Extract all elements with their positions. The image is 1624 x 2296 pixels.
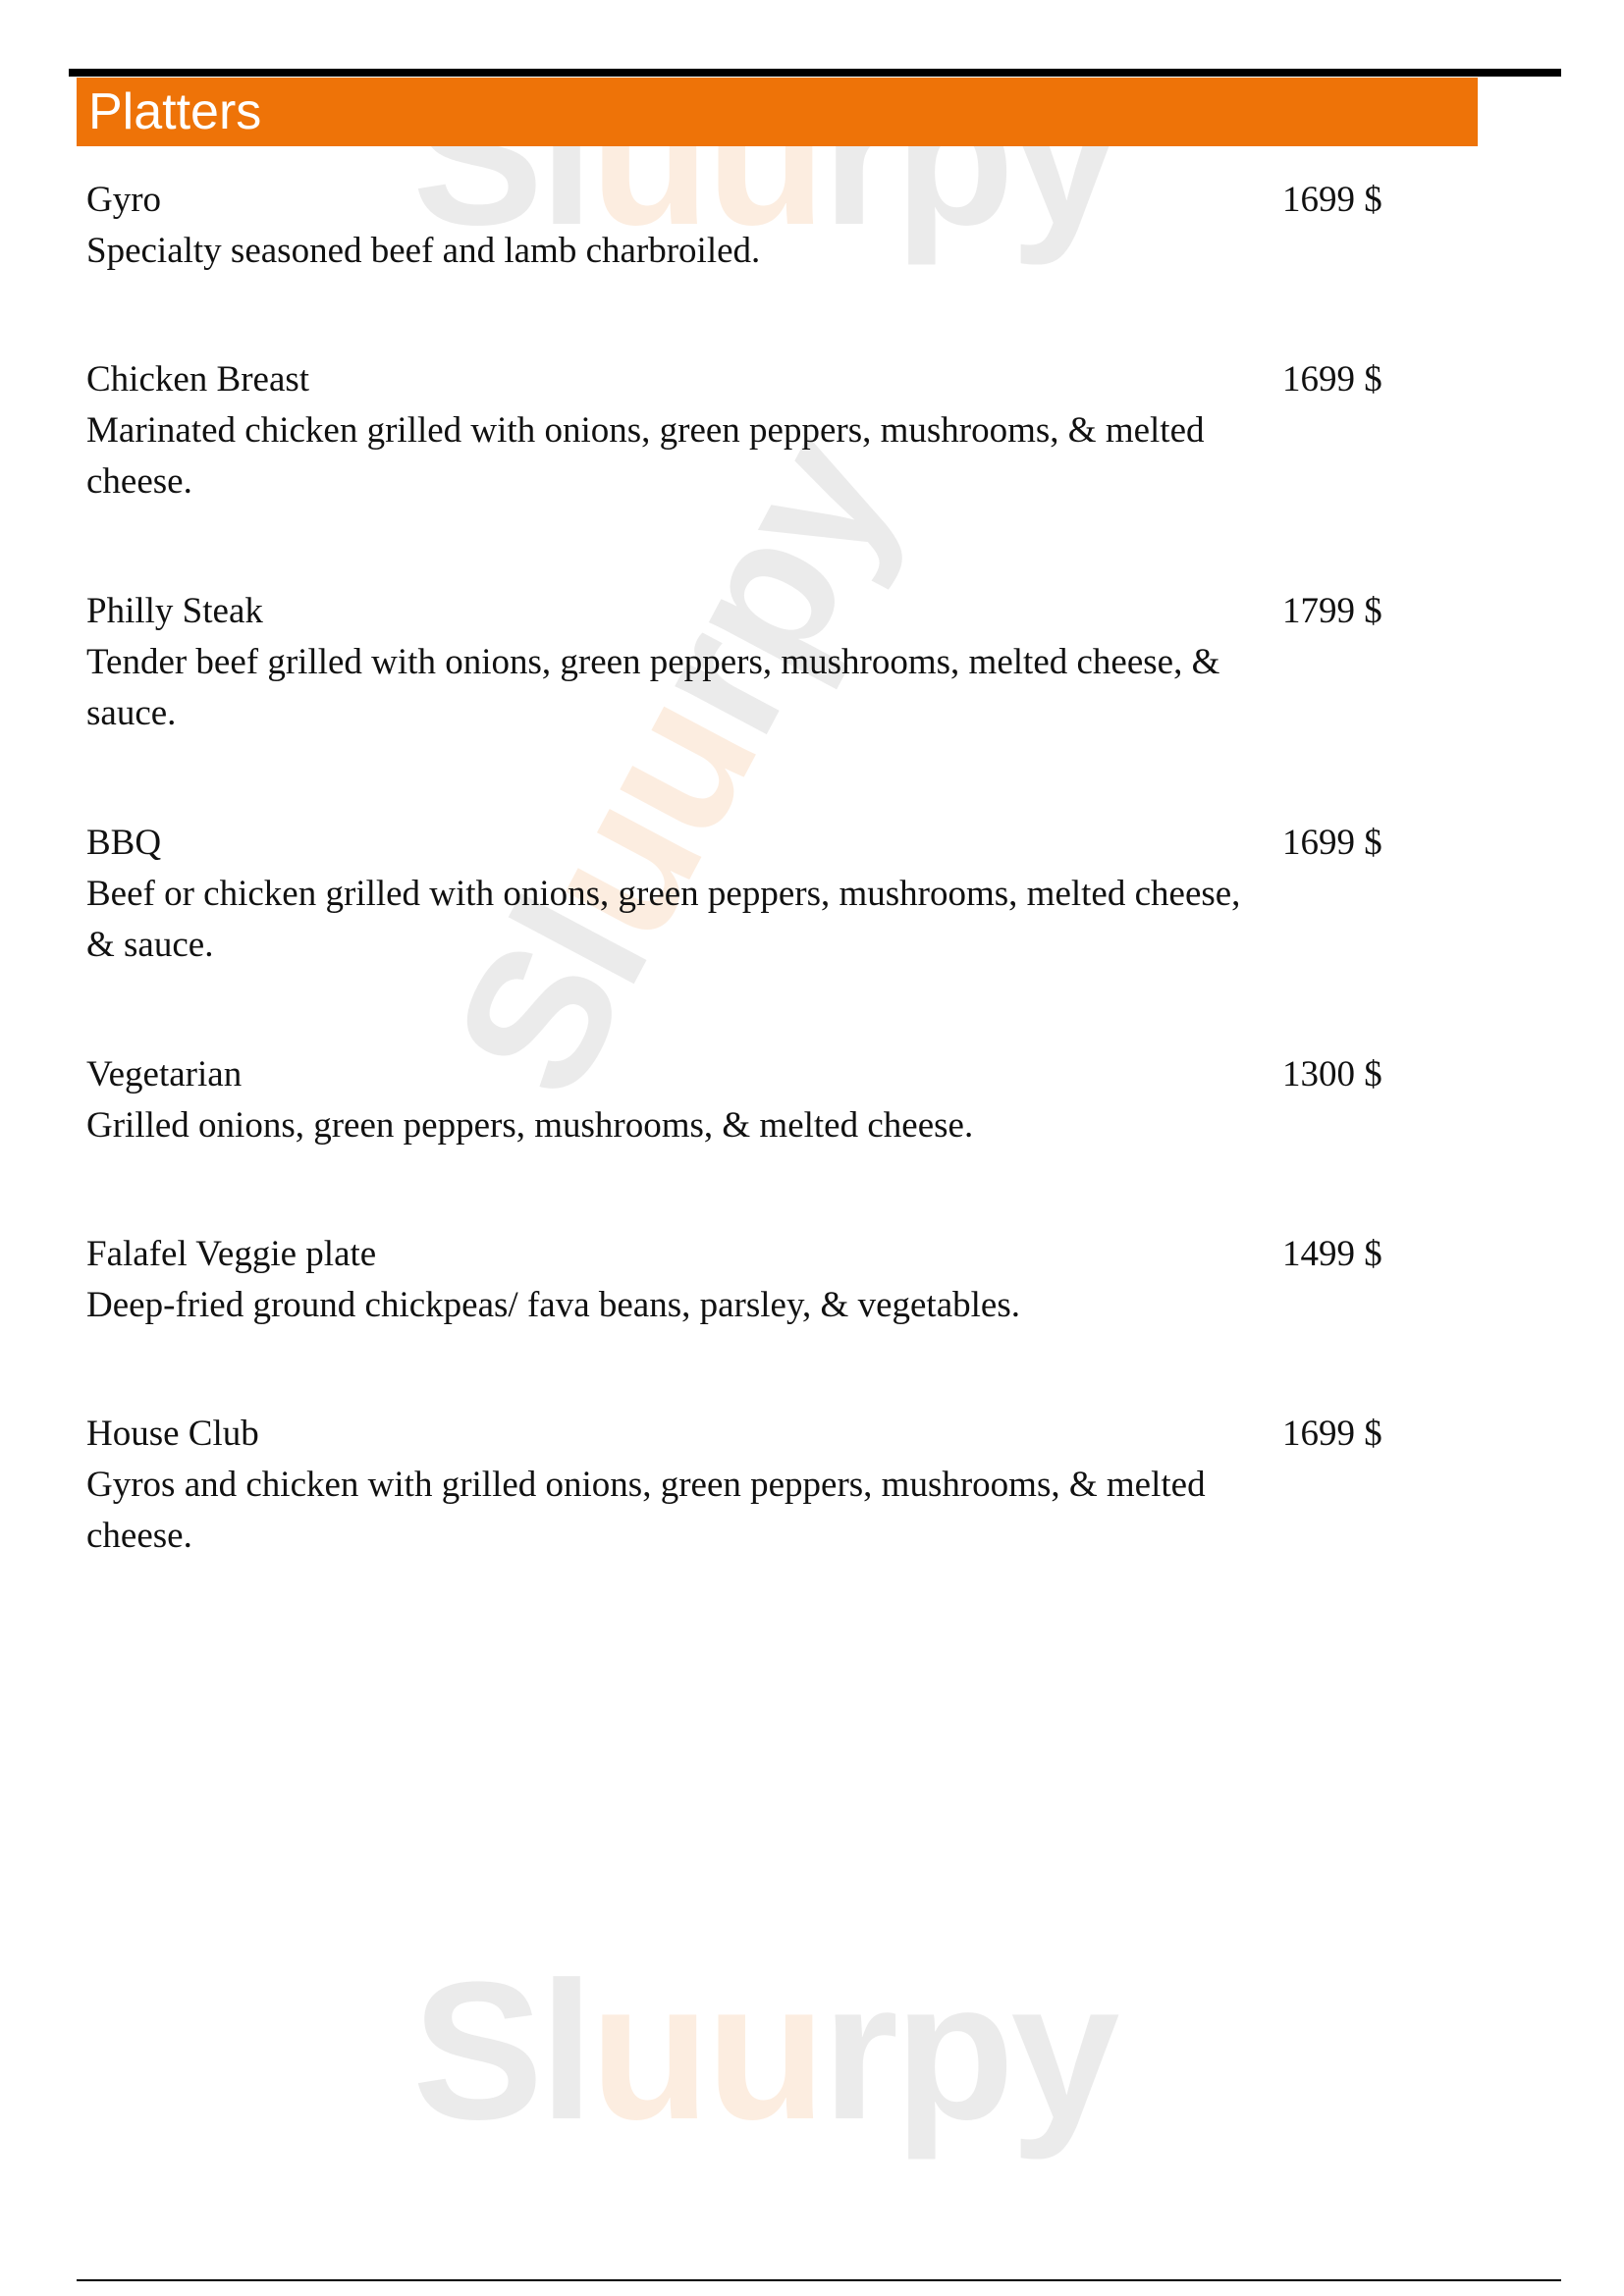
- item-name: Falafel Veggie plate: [86, 1234, 377, 1274]
- item-name: Vegetarian: [86, 1054, 243, 1095]
- menu-item: [86, 1229, 1422, 1409]
- watermark-logo-bottom: Sluurpy: [412, 1942, 1116, 2161]
- section-title: Platters: [88, 83, 262, 140]
- item-price: 1699 $: [1282, 359, 1382, 400]
- item-price: 1699 $: [1282, 1414, 1382, 1454]
- item-description: Beef or chicken grilled with onions, green peppers, mushrooms, melted cheese, & sauce.: [86, 874, 1241, 965]
- item-name: Philly Steak: [86, 591, 263, 631]
- watermark-logo-top: Sluurpy: [412, 47, 1116, 266]
- item-name: BBQ: [86, 823, 162, 863]
- item-price: 1300 $: [1282, 1054, 1382, 1095]
- item-name: House Club: [86, 1414, 259, 1454]
- item-price: 1799 $: [1282, 591, 1382, 631]
- item-description: Specialty seasoned beef and lamb charbroiled.: [86, 231, 761, 271]
- bottom-rule: [77, 2279, 1561, 2281]
- menu-items: [86, 175, 1422, 1588]
- section-header: [77, 78, 1478, 146]
- item-price: 1699 $: [1282, 823, 1382, 863]
- watermark-logo-middle: Sluurpy: [411, 403, 936, 1129]
- item-description: Marinated chicken grilled with onions, green peppers, mushrooms, & melted cheese.: [86, 410, 1205, 502]
- menu-item: [86, 818, 1422, 1049]
- menu-item: [86, 1049, 1422, 1229]
- top-rule: [69, 69, 1561, 77]
- menu-item: [86, 586, 1422, 818]
- item-description: Gyros and chicken with grilled onions, green peppers, mushrooms, & melted cheese.: [86, 1465, 1206, 1556]
- item-description: Deep-fried ground chickpeas/ fava beans, parsley, & vegetables.: [86, 1285, 1020, 1325]
- menu-item: [86, 1409, 1422, 1588]
- item-price: 1699 $: [1282, 180, 1382, 220]
- item-description: Tender beef grilled with onions, green peppers, mushrooms, melted cheese, & sauce.: [86, 642, 1220, 733]
- item-name: Gyro: [86, 180, 162, 220]
- item-price: 1499 $: [1282, 1234, 1382, 1274]
- menu-item: [86, 354, 1422, 586]
- item-name: Chicken Breast: [86, 359, 310, 400]
- item-description: Grilled onions, green peppers, mushrooms, & melted cheese.: [86, 1105, 974, 1146]
- menu-item: [86, 175, 1422, 354]
